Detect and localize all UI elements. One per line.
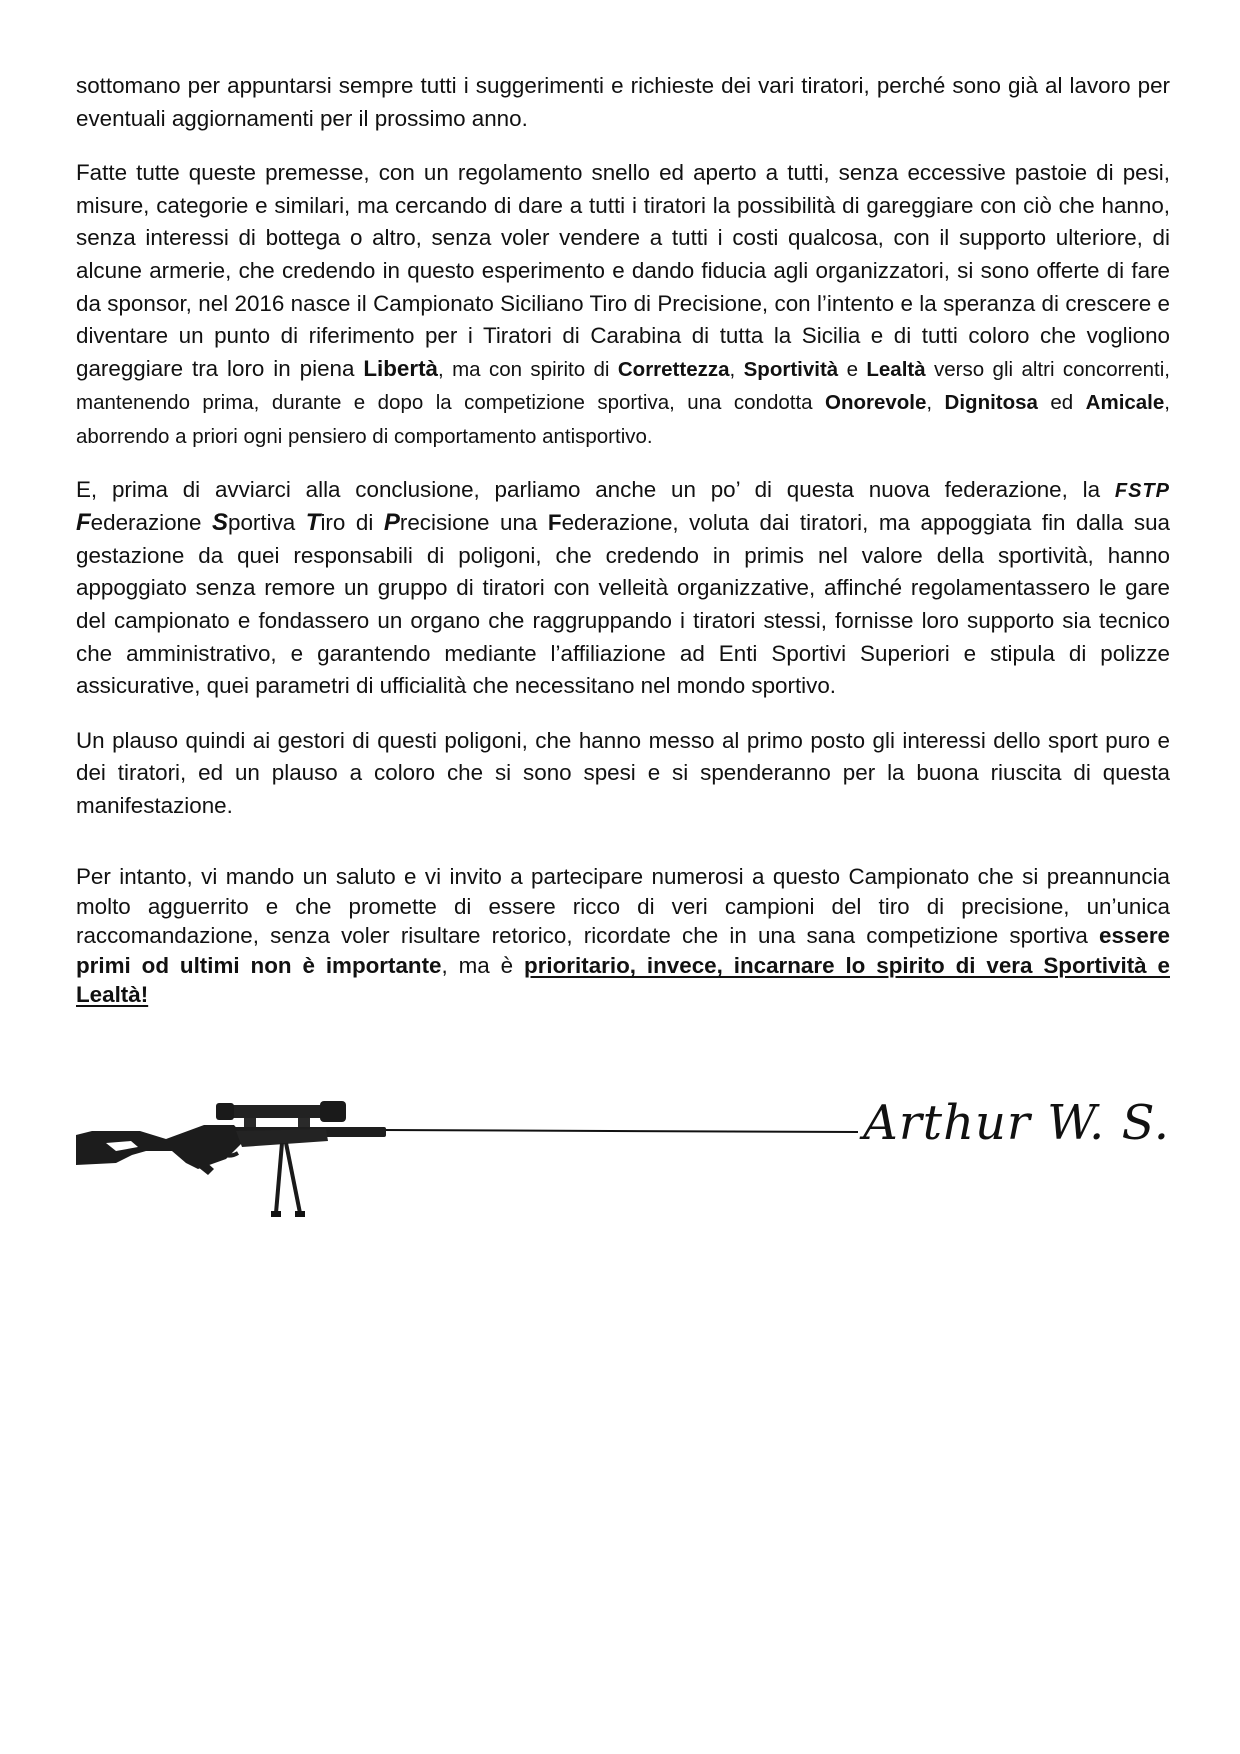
fstp-initial-s: S (212, 509, 229, 537)
fstp-logo: FSTP (1114, 479, 1170, 502)
fstp-initial-p: P (383, 509, 400, 537)
paragraph-applause (76, 725, 1170, 823)
paragraph-intro (76, 70, 1170, 135)
p2-text-f: , (926, 391, 945, 415)
p2-text-e: verso gli altri concorrenti, mantenendo prima, durante e dopo la competizione sportiva, una condotta (76, 357, 1170, 415)
signature-area (76, 1095, 1170, 1245)
paragraph-closing (76, 862, 1170, 1010)
document-body (76, 70, 1170, 1010)
paragraph-federation (76, 474, 1170, 703)
p2-text-a: Fatte tutte queste premesse, con un regolamento snello ed aperto a tutti, senza eccessive pastoie di pesi, misure, categorie e similari, ma cercando di dare a tutti i tiratori la possibilità di gareggiare con ciò che hanno, senza interessi di bottega o altro, senza voler vendere a tutti i costi qualcosa, con il supporto ulteriore, di alcune armerie, che credendo in questo esperimento e dando fiducia agli organizzatori, si sono offerte di fare da sponsor, nel 2016 nasce il Campionato Siciliano Tiro di Precisione, con l’intento e la speranza di crescere e diventare un punto di riferimento per i Tiratori di Carabina di tutta la Sicilia e di tutti coloro che vogliono gareggiare tra loro in piena (76, 160, 1170, 381)
fstp-initial-f: F (76, 509, 91, 537)
bold-lealta: Lealtà (866, 357, 926, 381)
p2-text-h: , aborrendo a priori ogni pensiero di comportamento antisportivo. (76, 391, 1170, 448)
p3-text-c: portiva (228, 510, 306, 536)
paragraph-applause-text: Un plauso quindi ai gestori di questi poligoni, che hanno messo al primo posto gli interessi dello sport puro e dei tiratori, ed un plauso a coloro che si sono spesi e si spenderanno per la buona riuscita di questa manifestazione. (76, 727, 1170, 818)
p2-text-g: ed (1037, 391, 1086, 415)
p2-text-b: , ma con spirito di (438, 357, 618, 381)
bold-closing-phrase: essere primi od ultimi non è importante (76, 923, 1170, 978)
underlined-closing-phrase: prioritario, invece, incarnare lo spirito di vera Sportività e Lealtà! (76, 952, 1170, 1008)
p3-text-b: ederazione (90, 510, 213, 536)
bold-dignitosa: Dignitosa (944, 391, 1038, 415)
paragraph-intro-text: sottomano per appuntarsi sempre tutti i suggerimenti e richieste dei vari tiratori, perché sono già al lavoro per eventuali aggiornamenti per il prossimo anno. (76, 73, 1170, 131)
bold-onorevole: Onorevole (825, 391, 927, 415)
p3-text-e: recisione una (399, 510, 548, 536)
bold-federazione-f: F (547, 510, 562, 536)
fstp-initial-t: T (305, 509, 321, 537)
p5-text-b: , ma è (441, 952, 525, 978)
p2-text-d: e (838, 357, 867, 381)
author-signature: Arthur W. S. (863, 1095, 1170, 1151)
p2-text-c: , (729, 357, 744, 381)
bold-amicale: Amicale (1085, 391, 1165, 415)
bold-sportivita: Sportività (743, 357, 839, 381)
p3-text-a: E, prima di avviarci alla conclusione, parliamo anche un po’ di questa nuova federazione, la (76, 476, 1115, 502)
p5-text-a: Per intanto, vi mando un saluto e vi invito a partecipare numerosi a questo Campionato che si preannuncia molto agguerrito e che promette di essere ricco di veri campioni del tiro di precisione, un’unica raccomandazione, senza voler risultare retorico, ricordate che in una sana competizione sportiva (76, 864, 1170, 949)
paragraph-championship (76, 157, 1170, 453)
bold-liberta: Libertà (363, 355, 439, 381)
bold-correttezza: Correttezza (617, 357, 730, 381)
p3-text-d: iro di (320, 510, 384, 536)
p3-text-f: ederazione, voluta dai tiratori, ma appoggiata fin dalla sua gestazione da quei responsabili di poligoni, che credendo in primis nel valore della sportività, hanno appoggiato senza remore un gruppo di tiratori con velleità organizzative, affinché regolamentassero le gare del campionato e fondassero un organo che raggruppando i tiratori stessi, fornisse loro supporto sia tecnico che amministrativo, e garantendo mediante l’affiliazione ad Enti Sportivi Superiori e stipula di polizze assicurative, quei parametri di ufficialità che necessitano nel mondo sportivo. (76, 510, 1170, 699)
